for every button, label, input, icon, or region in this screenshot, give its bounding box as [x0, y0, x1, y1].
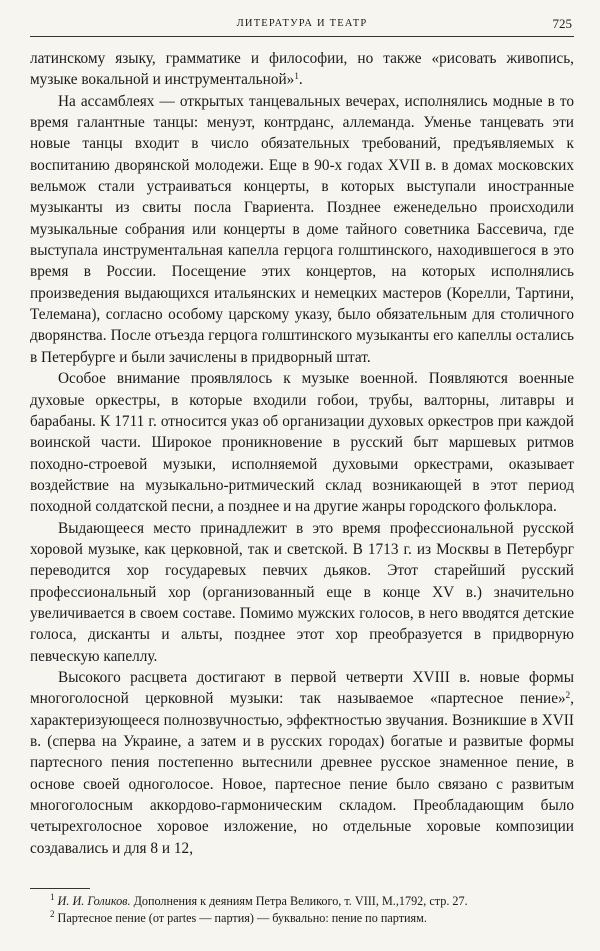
paragraph-text: .: [298, 71, 303, 89]
footnote: [30, 893, 574, 910]
paragraph-text: Высокого расцвета достигают в первой четверти XVIII в. новые формы многоголосной церковной музыки: так называемое «партесное пение»: [30, 668, 574, 708]
page-header: [30, 10, 574, 37]
footnote-author: И. И. Голиков.: [57, 894, 131, 908]
paragraph: Особое внимание проявлялось к музыке военной. Появляются военные духовые оркестры, в которые входили гобои, трубы, валторны, литавры и барабаны. К 1711 г. относится указ об организации духовых оркестров при каждой воинской части. Широкое проникновение в русский быт маршевых ритмов походно-строевой музыки, исполняемой духовыми оркестрами, оказывает воздействие на музыкально-ритмический склад возникающей в этот период походной солдатской песни, а позднее и на другие жанры городского фольклора.: [30, 370, 574, 516]
paragraph-text: латинскому языку, грамматике и философии, но также «рисовать живопись, музыке вокальной и инструментальной»: [30, 50, 574, 89]
running-title: ЛИТЕРАТУРА И ТЕАТР: [236, 18, 368, 29]
paragraph-text: , характеризующееся полнозвучностью, эффектностью звучания. Возникшие в XVII в. (сперва на Украине, а затем и в русских городах) богатые и развитые формы партесного пения постепенно вытеснили древнее русское знаменное пение, в основе своей одноголосое. Новое, партесное пение было связано с развитым многоголосным аккордово-гармоническим складом. Преобладающим было четырехголосное хоровое изложение, но отдельные хоровые композиции создавались и для 8 и 12,: [30, 690, 574, 857]
page-number: 725: [552, 16, 572, 31]
footnote-text: Дополнения к деяниям Петра Великого, т. VIII, М.,1792, стр. 27.: [133, 894, 468, 908]
paragraph: На ассамблеях — открытых танцевальных вечерах, исполнялись модные в то время галантные танцы: менуэт, контрданс, аллеманда. Уменье танцевать эти новые танцы входит в число обязательных требований, предъявляемых к воспитанию дворянской молодежи. Еще в 90-х годах XVII в. в домах московских вельмож стали устраиваться концерты, в которых выступали иностранные музыканты из свиты посла Гвариента. Позднее еженедельно происходили музыкальные собрания или концерты в доме тайного советника Бассевича, где выступала инструментальная капелла герцога голштинского, находившегося в это время в России. Посещение этих концертов, на которых исполнялись произведения выдающихся итальянских и немецких мастеров (Корелли, Тартини, Телемана), согласно особому царскому указу, было обязательным для столичного дворянства. После отъезда герцога голштинского музыканты его капеллы остались в Петербурге и были зачислены в придворный штат.: [30, 92, 574, 366]
paragraph: [30, 48, 574, 91]
footnote-ref: 2: [565, 690, 571, 701]
footnote-ref: 1: [294, 71, 299, 82]
footnote-divider: [30, 888, 90, 889]
footnote-number: 1: [50, 892, 55, 902]
footnote-number: 2: [50, 909, 55, 919]
paragraph: Выдающееся место принадлежит в это время профессиональной русской хоровой музыке, как церковной, так и светской. В 1713 г. из Москвы в Петербург переводится хор государевых певчих дьяков. Этот старейший русский профессиональный хор (организованный еще в конце XV в.) значительно увеличивается в своем составе. Помимо мужских голосов, в него вводятся детские голоса, дисканты и альты, позднее этот хор преобразуется в придворную певческую капеллу.: [30, 519, 574, 665]
paragraph: [30, 667, 574, 859]
footnotes: [30, 893, 574, 927]
body-text: [30, 48, 574, 859]
footnote: [30, 910, 574, 927]
footnote-text: Партесное пение (от partes — партия) — буквально: пение по партиям.: [57, 911, 427, 925]
